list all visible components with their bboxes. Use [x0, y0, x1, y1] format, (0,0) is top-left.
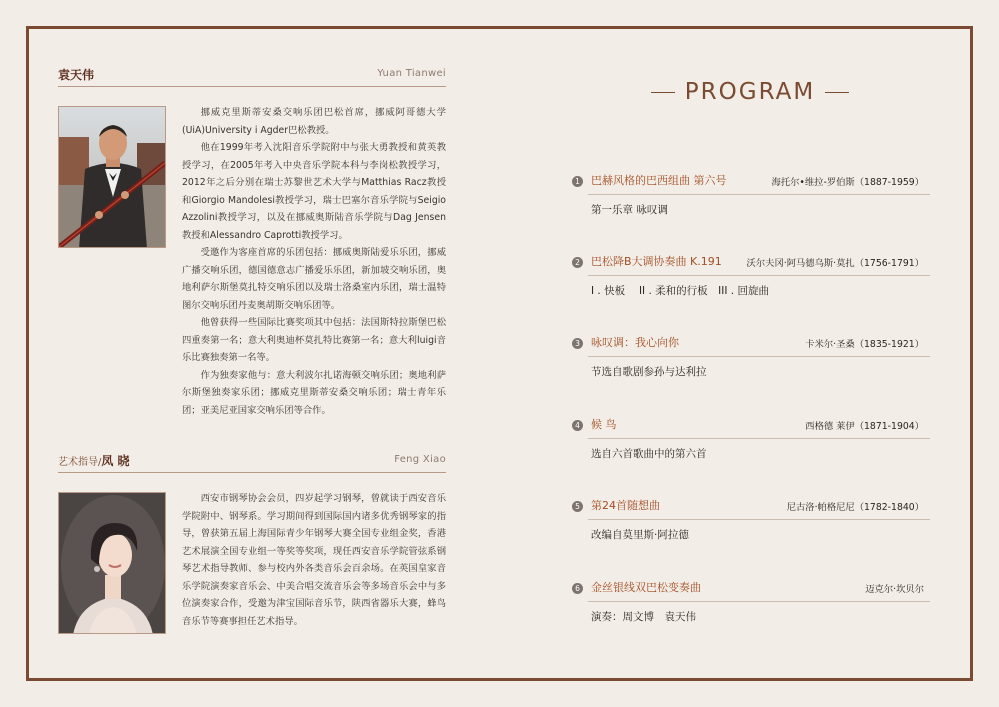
piece-detail: 选自六首歌曲中的第六首	[591, 448, 707, 460]
item-divider	[588, 601, 930, 602]
composer: 尼古洛·帕格尼尼（1782-1840）	[786, 502, 924, 513]
bio-paragraph: 受邀作为客座首席的乐团包括：挪威奥斯陆爱乐乐团，挪威广播交响乐团，德国德意志广播爱乐乐团，新加坡交响乐团，奥地利萨尔斯堡莫扎特交响乐团以及瑞士洛桑室内乐团，瑞士温特图尔交响乐团丹麦奥胡斯交响乐团等。	[182, 247, 446, 311]
item-number: 2	[572, 257, 583, 268]
item-divider	[588, 356, 930, 357]
piece-title: 巴松降B大调协奏曲 K.191	[591, 255, 722, 268]
piece-detail: 改编自莫里斯·阿拉德	[591, 529, 689, 541]
bio-name-en: Feng Xiao	[394, 454, 446, 465]
bio-paragraph: 作为独奏家他与：意大利波尔扎诺海顿交响乐团；奥地利萨尔斯堡独奏家乐团；挪威克里斯蒂安桑交响乐团；瑞士青年乐团；亚美尼亚国家交响乐团等合作。	[182, 369, 446, 416]
item-number: 1	[572, 176, 583, 187]
piece-title: 咏叹调：我心向你	[591, 336, 679, 349]
item-number: 6	[572, 583, 583, 594]
item-number: 3	[572, 338, 583, 349]
bassoonist-portrait-icon	[58, 106, 166, 248]
piece-title: 金丝银线双巴松变奏曲	[591, 581, 701, 594]
program-title-text: PROGRAM	[684, 79, 816, 105]
bio-paragraph: 挪威克里斯蒂安桑交响乐团巴松首席，挪威阿哥德大学(UiA)University i Agder巴松教授。	[182, 107, 446, 136]
bio-name: 袁天伟	[58, 68, 95, 82]
title-dash-left	[651, 92, 675, 93]
bio-name-en: Yuan Tianwei	[377, 68, 446, 79]
composer: 西格德 莱伊（1871-1904）	[805, 421, 924, 432]
item-divider	[588, 519, 930, 520]
title-dash-right	[825, 92, 849, 93]
program-item	[570, 416, 930, 486]
program-item	[570, 253, 930, 323]
bio-header	[58, 66, 446, 87]
item-number: 5	[572, 501, 583, 512]
composer: 卡米尔·圣桑（1835-1921）	[805, 339, 924, 350]
composer: 迈克尔·坎贝尔	[865, 584, 924, 595]
program-item	[570, 579, 930, 649]
program-item	[570, 497, 930, 567]
bio-role: 艺术指导/	[58, 457, 102, 468]
piece-title: 候 鸟	[591, 418, 617, 431]
bio-name	[58, 452, 130, 469]
composer: 海托尔•维拉-罗伯斯（1887-1959）	[771, 177, 924, 188]
item-divider	[588, 194, 930, 195]
program-item	[570, 172, 930, 242]
piece-detail: 节选自歌剧参孙与达利拉	[591, 366, 707, 378]
piece-detail: 演奏：周文博 袁天伟	[591, 611, 696, 623]
pianist-portrait-icon	[58, 492, 166, 634]
item-divider	[588, 275, 930, 276]
bio-paragraph: 西安市钢琴协会会员，四岁起学习钢琴，曾就读于西安音乐学院附中、钢琴系。学习期间得到国际国内诸多优秀钢琴家的指导，曾获第五届上海国际青少年钢琴大赛全国专业组金奖，香港艺术展演全国专业组一等奖等奖项，现任西安音乐学院管弦系钢琴艺术指导教师、参与校内外各类音乐会百余场。在英国皇家音乐学院演奏家音乐会、中美合唱交流音乐会等多场音乐会中与多位演奏家合作，受邀为津宝国际音乐节，陕西省器乐大赛，蜂鸟音乐节等赛事担任艺术指导。	[182, 493, 446, 627]
program-title	[640, 76, 860, 108]
piece-detail: 第一乐章 咏叹调	[591, 204, 668, 216]
bio-text	[182, 490, 446, 630]
composer: 沃尔夫冈·阿马德乌斯·莫扎（1756-1791）	[746, 258, 924, 269]
piece-detail: I . 快板 II . 柔和的行板 III . 回旋曲	[591, 285, 769, 297]
bio-paragraph: 他曾获得一些国际比赛奖项其中包括：法国斯特拉斯堡巴松四重奏第一名；意大利奥迪杯莫扎特比赛第一名；意大利luigi音乐比赛独奏第一名等。	[182, 317, 446, 363]
program-item	[570, 334, 930, 404]
piece-title: 巴赫风格的巴西组曲 第六号	[591, 174, 727, 187]
bio-text	[182, 104, 446, 419]
bio-paragraph: 他在1999年考入沈阳音乐学院附中与张大勇教授和黄英教授学习，在2005年考入中央音乐学院本科与李岗松教授学习，2012年之后分别在瑞士苏黎世艺术大学与Matthias Racz教授和Giorgio Mandolesi教授学习，瑞士巴塞尔音乐学院与Seigio Azzolini教授学习，以及在挪威奥斯陆音乐学院与Dag Jensen教授和Alessandro Caprotti教授学习。	[182, 142, 446, 241]
bio-header	[58, 452, 446, 473]
item-divider	[588, 438, 930, 439]
piece-title: 第24首随想曲	[591, 499, 660, 512]
item-number: 4	[572, 420, 583, 431]
bio-name-text: 凤 晓	[101, 454, 130, 468]
